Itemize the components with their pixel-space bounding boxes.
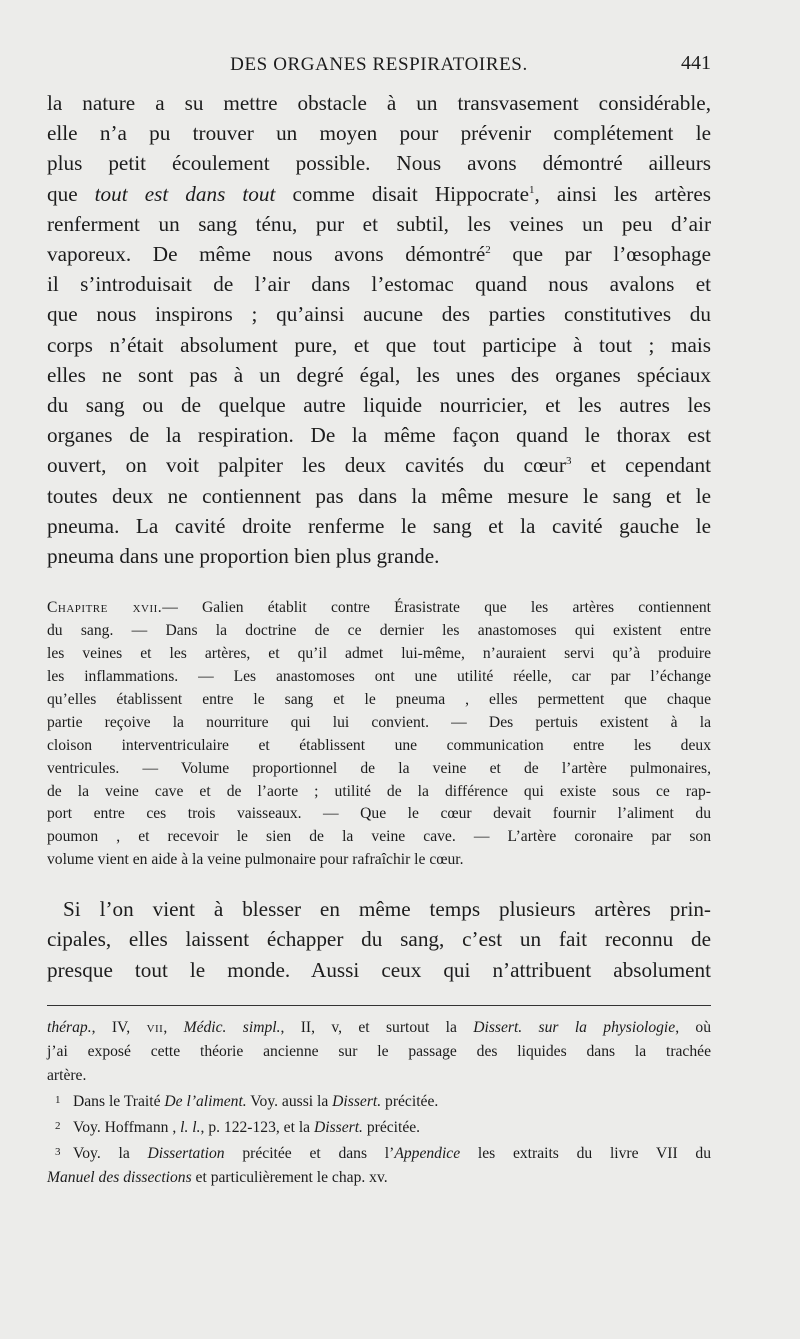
summary-line: port entre ces trois vaisseaux. — Que le cœur devait fournir l’aliment du	[47, 805, 711, 823]
body-paragraph-1	[47, 88, 711, 571]
text-run: Appendice	[394, 1144, 461, 1162]
chapter-label: Chapitre xvii.	[47, 599, 163, 617]
footnote-line: artère.	[47, 1066, 87, 1084]
text-run: Voy. Hoffmann ,	[73, 1118, 181, 1136]
summary-line: les inflammations. — Les anastomoses ont une utilité réelle, car par l’échange	[47, 667, 711, 685]
footnote-ref-2: 2	[485, 244, 491, 257]
text-run: , où	[675, 1018, 712, 1036]
text-run: précitée.	[381, 1092, 439, 1110]
text-run: Dissert.	[313, 1118, 363, 1136]
footnotes	[47, 1016, 711, 1190]
text-run: Dissertation	[147, 1144, 225, 1162]
text-line: renferment un sang ténu, pur et subtil, les veines un peu d’air	[47, 211, 711, 236]
summary-line: du sang. — Dans la doctrine de ce dernier les anastomoses qui existent entre	[47, 622, 711, 640]
footnote-ref-1: 1	[528, 183, 535, 196]
text-line: Si l’on vient à blesser en même temps plusieurs artères prin-	[63, 897, 711, 922]
text-line: presque tout le monde. Aussi ceux qui n’attribuent absolument	[47, 957, 711, 982]
text-run: Dissert.	[332, 1092, 382, 1110]
text-run: vaporeux. De même nous avons démontré	[47, 242, 486, 267]
footnote-line	[47, 1016, 711, 1040]
text-line: du sang ou de quelque autre liquide nourricier, et les autres les	[47, 393, 711, 418]
text-line: corps n’était absolument pure, et que tout participe à tout ; mais	[47, 332, 711, 357]
text-run: , II, v, et surtout la	[280, 1018, 474, 1036]
text-run: et cependant	[571, 453, 711, 478]
text-line: plus petit écoulement possible. Nous avons démontré ailleurs	[47, 151, 711, 176]
text-line: organes de la respiration. De la même façon quand le thorax est	[47, 423, 711, 448]
chapter-summary	[47, 597, 711, 872]
text-run: thérap.	[47, 1018, 92, 1036]
text-run: Manuel des dissections	[47, 1168, 192, 1186]
body-paragraph-2	[47, 894, 711, 985]
text-run: Voy. la	[73, 1144, 148, 1162]
text-run: et particulièrement le chap. xv.	[191, 1168, 388, 1186]
text-line: que nous inspirons ; qu’ainsi aucune des parties constitutives du	[47, 302, 711, 327]
text-run: , ainsi les artères	[534, 181, 712, 206]
text-run: vii	[146, 1018, 164, 1036]
page-header	[47, 52, 711, 82]
text-run: ,	[163, 1018, 184, 1036]
footnote-mark: 2	[55, 1119, 61, 1132]
summary-line: poumon , et recevoir le sien de la veine cave. — L’artère coronaire par son	[47, 828, 711, 846]
book-page	[47, 52, 711, 1190]
footnote-line: j’ai exposé cette théorie ancienne sur le passage des liquides dans la trachée	[47, 1042, 711, 1060]
footnote-3	[47, 1140, 711, 1166]
summary-line: ventricules. — Volume proportionnel de la veine et de l’artère pulmonaires,	[47, 759, 711, 777]
text-run: , IV,	[91, 1018, 147, 1036]
footnote-mark: 3	[55, 1145, 61, 1158]
text-run: Dissert. sur la physiologie	[473, 1018, 676, 1036]
text-run: — Galien établit contre Érasistrate que les artères contiennent	[162, 599, 711, 617]
text-run: les extraits du livre VII du	[460, 1144, 712, 1162]
page-number: 441	[681, 52, 711, 74]
footnote-line	[47, 1166, 711, 1190]
footnote-2	[47, 1114, 711, 1140]
running-head: DES ORGANES RESPIRATOIRES.	[230, 54, 528, 75]
text-line	[47, 179, 711, 209]
text-line: pneuma. La cavité droite renferme le sang et la cavité gauche le	[47, 513, 711, 538]
text-run: Médic. simpl.	[183, 1018, 281, 1036]
footnote-divider	[47, 1005, 711, 1006]
text-run: précitée.	[362, 1118, 421, 1136]
summary-line: volume vient en aide à la veine pulmonaire pour rafraîchir le cœur.	[47, 851, 464, 869]
footnote-ref-3: 3	[565, 455, 572, 468]
text-line: pneuma dans une proportion bien plus grande.	[47, 544, 440, 569]
text-line: elles ne sont pas à un degré égal, les unes des organes spéciaux	[47, 362, 711, 387]
summary-line: les veines et les artères, et qu’il admet lui-même, n’auraient servi qu’à produire	[47, 645, 711, 663]
text-line	[47, 450, 711, 480]
text-run: que par l’œsophage	[490, 242, 711, 267]
summary-line: partie reçoive la nourriture qui lui convient. — Des pertuis existent à la	[47, 713, 711, 731]
text-line	[47, 239, 711, 269]
text-run: De l’aliment.	[164, 1092, 247, 1110]
summary-line: cloison interventriculaire et établissent une communication entre les deux	[47, 736, 711, 754]
footnote-1	[47, 1088, 711, 1114]
summary-line: qu’elles établissent entre le sang et le pneuma , elles permettent que chaque	[47, 690, 711, 708]
text-line: cipales, elles laissent échapper du sang, c’est un fait reconnu de	[47, 927, 711, 952]
text-run: , p. 122-123, et la	[200, 1118, 314, 1136]
text-run: Dans le Traité	[73, 1092, 165, 1110]
text-run: Voy. aussi la	[246, 1092, 333, 1110]
text-line: toutes deux ne contiennent pas dans la même mesure le sang et le	[47, 483, 711, 508]
text-line: la nature a su mettre obstacle à un transvasement considérable,	[47, 91, 711, 115]
summary-line	[47, 597, 711, 620]
text-run: précitée et dans l’	[224, 1144, 395, 1162]
text-run: comme disait Hippocrate	[275, 181, 529, 206]
text-run: l. l.	[180, 1118, 201, 1136]
text-run: ouvert, on voit palpiter les deux cavités du cœur	[47, 453, 566, 478]
text-run: que	[47, 181, 95, 206]
text-line: il s’introduisait de l’air dans l’estomac quand nous avalons et	[47, 272, 711, 297]
text-line: elle n’a pu trouver un moyen pour prévenir complétement le	[47, 121, 711, 146]
italic-quote: tout est dans tout	[94, 181, 276, 206]
summary-line: de la veine cave et de l’aorte ; utilité de la différence qui existe sous ce rap-	[47, 782, 711, 800]
footnote-mark: 1	[55, 1093, 61, 1106]
